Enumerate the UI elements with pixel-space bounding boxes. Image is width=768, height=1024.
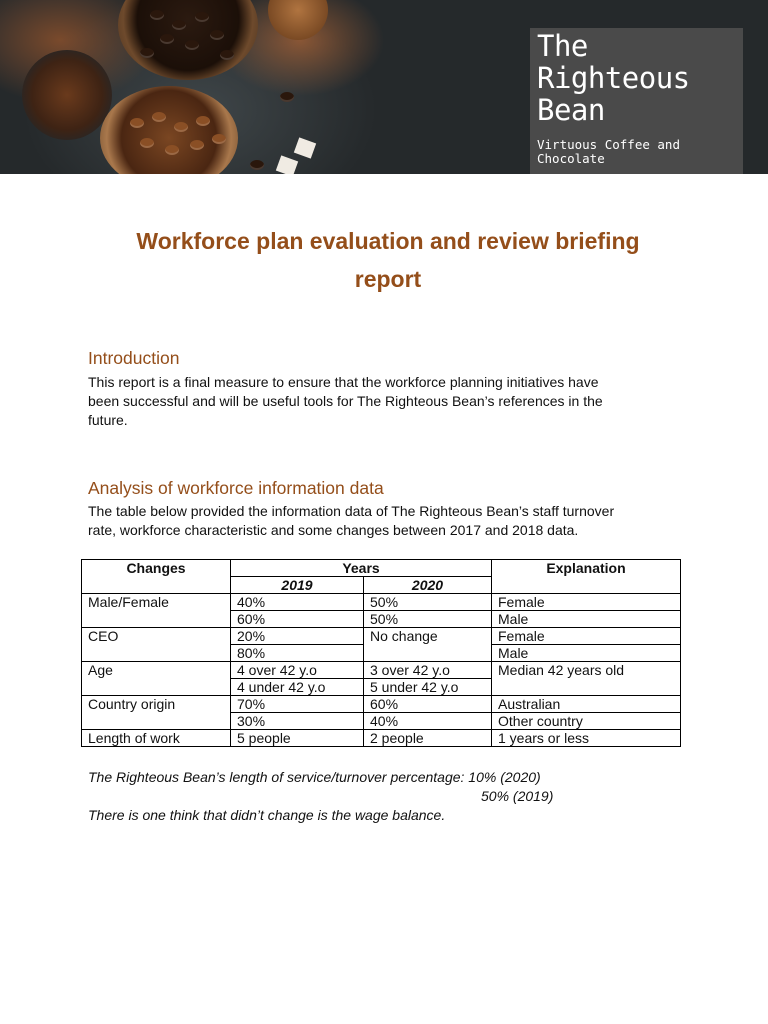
brand-box xyxy=(530,28,743,174)
cell-explanation: Female xyxy=(492,594,681,611)
table-row xyxy=(82,662,681,679)
cell-2020: 5 under 42 y.o xyxy=(364,679,492,696)
cocoa-powder-spoon xyxy=(268,0,328,40)
header-years: Years xyxy=(231,560,492,577)
brand-name xyxy=(537,30,742,126)
coffee-bean xyxy=(195,12,209,22)
introduction-heading: Introduction xyxy=(88,348,180,368)
cell-explanation: 1 years or less xyxy=(492,730,681,747)
row-label: CEO xyxy=(82,628,231,662)
row-label: Country origin xyxy=(82,696,231,730)
cell-2019: 70% xyxy=(231,696,364,713)
wage-note: There is one think that didn’t change is the wage balance. xyxy=(88,807,446,823)
paragraph-line: This report is a final measure to ensure that the workforce planning initiatives have xyxy=(88,374,599,390)
coffee-bean xyxy=(196,116,210,126)
brand-tagline-line: Virtuous Coffee and xyxy=(537,137,680,152)
table-row xyxy=(82,628,681,645)
paragraph-line: The table below provided the information data of The Righteous Bean’s staff turnover xyxy=(88,503,615,519)
header-year-2020: 2020 xyxy=(364,577,492,594)
analysis-heading: Analysis of workforce information data xyxy=(88,478,384,498)
document-title xyxy=(90,222,686,298)
coffee-bean xyxy=(174,122,188,132)
coffee-bean xyxy=(140,138,154,148)
sugar-cube xyxy=(294,137,316,158)
paragraph-line: future. xyxy=(88,412,128,428)
cell-explanation: Male xyxy=(492,611,681,628)
cell-2020: 3 over 42 y.o xyxy=(364,662,492,679)
paragraph-line: rate, workforce characteristic and some changes between 2017 and 2018 data. xyxy=(88,522,579,538)
paragraph-line: been successful and will be useful tools for The Righteous Bean’s references in the xyxy=(88,393,603,409)
introduction-paragraph xyxy=(88,373,603,430)
cell-2019: 40% xyxy=(231,594,364,611)
coffee-bean xyxy=(152,112,166,122)
cell-explanation: Australian xyxy=(492,696,681,713)
coffee-bean xyxy=(250,160,264,170)
document-title-line: report xyxy=(354,266,422,292)
cell-2020: No change xyxy=(364,628,492,662)
cell-2020: 50% xyxy=(364,594,492,611)
coffee-cup-image xyxy=(22,50,112,140)
brand-name-line: The xyxy=(537,29,588,63)
header-year-2019: 2019 xyxy=(231,577,364,594)
brand-tagline xyxy=(537,138,737,166)
table-row xyxy=(82,594,681,611)
header-explanation: Explanation xyxy=(492,560,681,594)
coffee-bean xyxy=(210,30,224,40)
cell-2019: 20% xyxy=(231,628,364,645)
coffee-bean xyxy=(140,48,154,58)
row-label: Length of work xyxy=(82,730,231,747)
cell-explanation: Female xyxy=(492,628,681,645)
coffee-beans-bowl xyxy=(100,86,238,174)
cell-explanation: Median 42 years old xyxy=(492,662,681,696)
cell-2020: 60% xyxy=(364,696,492,713)
sugar-cube xyxy=(276,155,298,174)
workforce-data-table xyxy=(81,559,681,747)
cell-2019: 60% xyxy=(231,611,364,628)
header-banner xyxy=(0,0,768,174)
cell-2020: 50% xyxy=(364,611,492,628)
row-label: Male/Female xyxy=(82,594,231,628)
cell-2019: 4 over 42 y.o xyxy=(231,662,364,679)
analysis-paragraph xyxy=(88,502,614,540)
coffee-bean xyxy=(190,140,204,150)
coffee-bean xyxy=(220,50,234,60)
coffee-bean xyxy=(212,134,226,144)
row-label: Age xyxy=(82,662,231,696)
cell-2019: 5 people xyxy=(231,730,364,747)
cell-2019: 80% xyxy=(231,645,364,662)
cell-2020: 2 people xyxy=(364,730,492,747)
coffee-bean xyxy=(165,145,179,155)
document-title-line: Workforce plan evaluation and review briefing xyxy=(136,228,640,254)
cell-2019: 30% xyxy=(231,713,364,730)
coffee-bean xyxy=(172,20,186,30)
cell-2020: 40% xyxy=(364,713,492,730)
table-row xyxy=(82,696,681,713)
cell-2019: 4 under 42 y.o xyxy=(231,679,364,696)
table-header-row xyxy=(82,560,681,577)
turnover-note-2019: 50% (2019) xyxy=(481,788,554,804)
table-row xyxy=(82,730,681,747)
coffee-bean xyxy=(150,10,164,20)
coffee-bean xyxy=(185,40,199,50)
cell-explanation: Male xyxy=(492,645,681,662)
turnover-note: The Righteous Bean’s length of service/turnover percentage: 10% (2020) xyxy=(88,769,541,785)
coffee-bean xyxy=(130,118,144,128)
coffee-bean xyxy=(160,34,174,44)
cell-explanation: Other country xyxy=(492,713,681,730)
brand-name-line: Righteous xyxy=(537,61,690,95)
brand-name-line: Bean xyxy=(537,93,605,127)
header-changes: Changes xyxy=(82,560,231,594)
coffee-bean xyxy=(280,92,294,102)
brand-tagline-line: Chocolate xyxy=(537,151,605,166)
